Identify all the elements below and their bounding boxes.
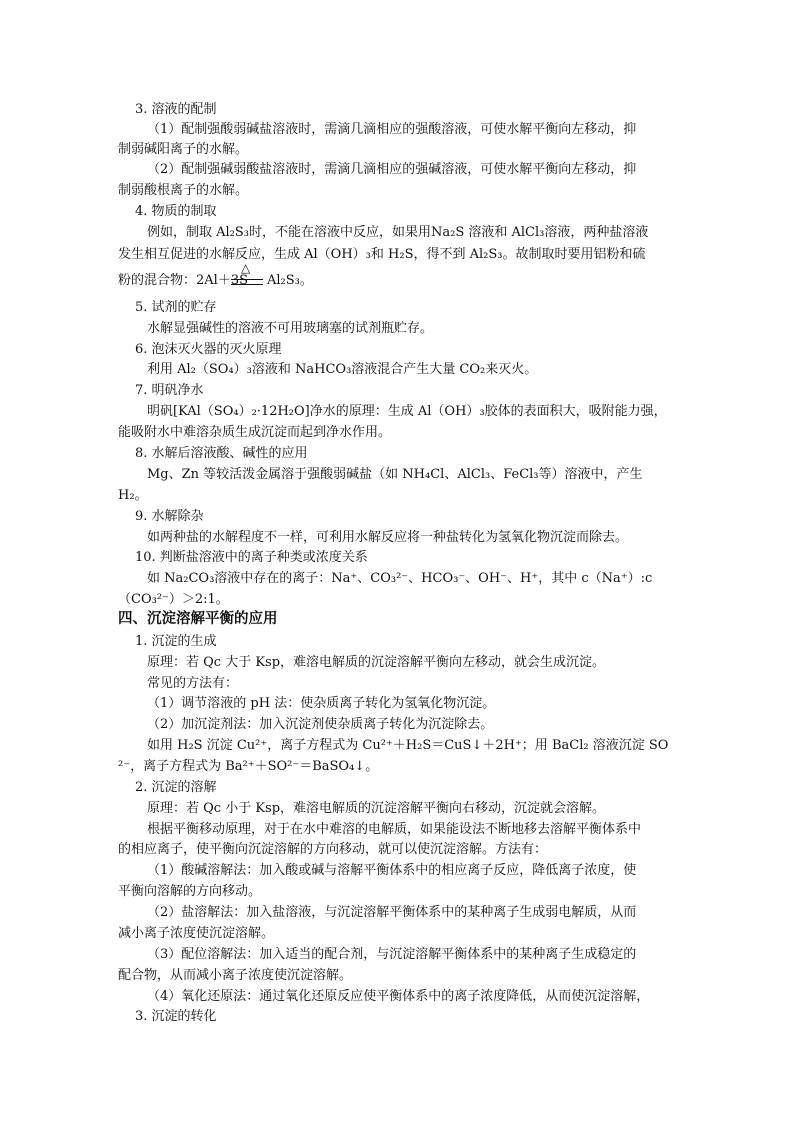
paragraph-line: 如用 H₂S 沉淀 Cu²⁺，离子方程式为 Cu²⁺＋H₂S＝CuS↓＋2H⁺；用 BaCl₂ 溶液沉淀 SO [147, 738, 669, 753]
section-5-title: 5. 试剂的贮存 [135, 300, 217, 315]
paragraph-line: 如 Na₂CO₃溶液中存在的离子：Na⁺、CO₃²⁻、HCO₃⁻、OH⁻、H⁺，其中 c（Na⁺）:c [147, 571, 653, 586]
paragraph-line: 原理：若 Qc 大于 Ksp，难溶电解质的沉淀溶解平衡向左移动，就会生成沉淀。 [147, 655, 606, 670]
paragraph-line: 常见的方法有： [147, 676, 239, 691]
section-3-title: 3. 溶液的配制 [135, 102, 217, 117]
paragraph-line: 根据平衡移动原理，对于在水中难溶的电解质，如果能设法不断地移去溶解平衡体系中 [147, 822, 642, 837]
equation-left: 粉的混合物：2Al＋3S [118, 273, 248, 288]
heating-delta-icon: △ [241, 261, 251, 275]
paragraph-line: 能吸附水中难溶杂质生成沉淀而起到净水作用。 [118, 425, 392, 440]
chapter-heading: 四、沉淀溶解平衡的应用 [118, 611, 278, 627]
paragraph-line: 制弱碱阳离子的水解。 [118, 142, 249, 157]
section-9-title: 9. 水解除杂 [135, 509, 204, 524]
subsection-2-title: 2. 沉淀的溶解 [135, 780, 217, 795]
paragraph-line: 明矾[KAl（SO₄）₂·12H₂O]净水的原理：生成 Al（OH）₃胶体的表面积大，吸附能力强， [147, 404, 667, 419]
paragraph-line: H₂。 [118, 488, 148, 503]
paragraph-line: 配合物，从而减小离子浓度使沉淀溶解。 [118, 968, 353, 983]
paragraph-line: 发生相互促进的水解反应，生成 Al（OH）₃和 H₂S，得不到 Al₂S₃。故制取时要用铝粉和硫 [118, 247, 646, 262]
paragraph-line: （2）加沉淀剂法：加入沉淀剂使杂质离子转化为沉淀除去。 [147, 717, 494, 732]
subsection-3-title: 3. 沉淀的转化 [135, 1009, 217, 1024]
paragraph-line: （1）配制强酸弱碱盐溶液时，需滴几滴相应的强酸溶液，可使水解平衡向左移动，抑 [147, 122, 637, 137]
section-7-title: 7. 明矾净水 [135, 383, 204, 398]
section-4-title: 4. 物质的制取 [135, 204, 217, 219]
paragraph-line: 例如，制取 Al₂S₃时，不能在溶液中反应，如果用Na₂S 溶液和 AlCl₃溶液，两种盐溶液 [147, 225, 649, 240]
paragraph-line: 平衡向溶解的方向移动。 [118, 884, 262, 899]
section-6-title: 6. 泡沫灭火器的灭火原理 [135, 342, 282, 357]
subsection-1-title: 1. 沉淀的生成 [135, 634, 217, 649]
paragraph-line: （2）配制强碱弱酸盐溶液时，需滴几滴相应的强碱溶液，可使水解平衡向左移动，抑 [147, 162, 637, 177]
paragraph-line: Mg、Zn 等较活泼金属溶于强酸弱碱盐（如 NH₄Cl、AlCl₃、FeCl₃等）溶液中，产生 [147, 467, 643, 482]
paragraph-line: 原理：若 Qc 小于 Ksp，难溶电解质的沉淀溶解平衡向右移动，沉淀就会溶解。 [147, 801, 606, 816]
paragraph-line-with-equation [118, 271, 678, 291]
paragraph-line: （1）调节溶液的 pH 法：使杂质离子转化为氢氧化物沉淀。 [147, 696, 496, 711]
equation-equals-bar [231, 279, 263, 285]
equation-right: Al₂S₃。 [267, 273, 313, 288]
paragraph-line: 水解显强碱性的溶液不可用玻璃塞的试剂瓶贮存。 [147, 321, 434, 336]
paragraph-line: 的相应离子，使平衡向沉淀溶解的方向移动，就可以使沉淀溶解。方法有： [118, 842, 548, 857]
paragraph-line: （2）盐溶解法：加入盐溶液，与沉淀溶解平衡体系中的某种离子生成弱电解质，从而 [147, 905, 637, 920]
paragraph-line: 如两种盐的水解程度不一样，可利用水解反应将一种盐转化为氢氧化物沉淀而除去。 [147, 530, 629, 545]
paragraph-line: 利用 Al₂（SO₄）₃溶液和 NaHCO₃溶液混合产生大量 CO₂来灭火。 [147, 362, 538, 377]
paragraph-line: （4）氧化还原法：通过氧化还原反应使平衡体系中的离子浓度降低，从而使沉淀溶解， [147, 989, 650, 1004]
paragraph-line: ²⁻，离子方程式为 Ba²⁺＋SO²⁻＝BaSO₄↓。 [118, 759, 379, 774]
paragraph-line: （CO₃²⁻）＞2:1。 [118, 592, 229, 607]
paragraph-line: 减小离子浓度使沉淀溶解。 [118, 926, 275, 941]
section-8-title: 8. 水解后溶液酸、碱性的应用 [135, 446, 308, 461]
section-10-title: 10. 判断盐溶液中的离子种类或浓度关系 [135, 550, 368, 565]
paragraph-line: 制弱酸根离子的水解。 [118, 183, 249, 198]
paragraph-line: （3）配位溶解法：加入适当的配合剂，与沉淀溶解平衡体系中的某种离子生成稳定的 [147, 947, 637, 962]
paragraph-line: （1）酸碱溶解法：加入酸或碱与溶解平衡体系中的相应离子反应，降低离子浓度，使 [147, 863, 637, 878]
